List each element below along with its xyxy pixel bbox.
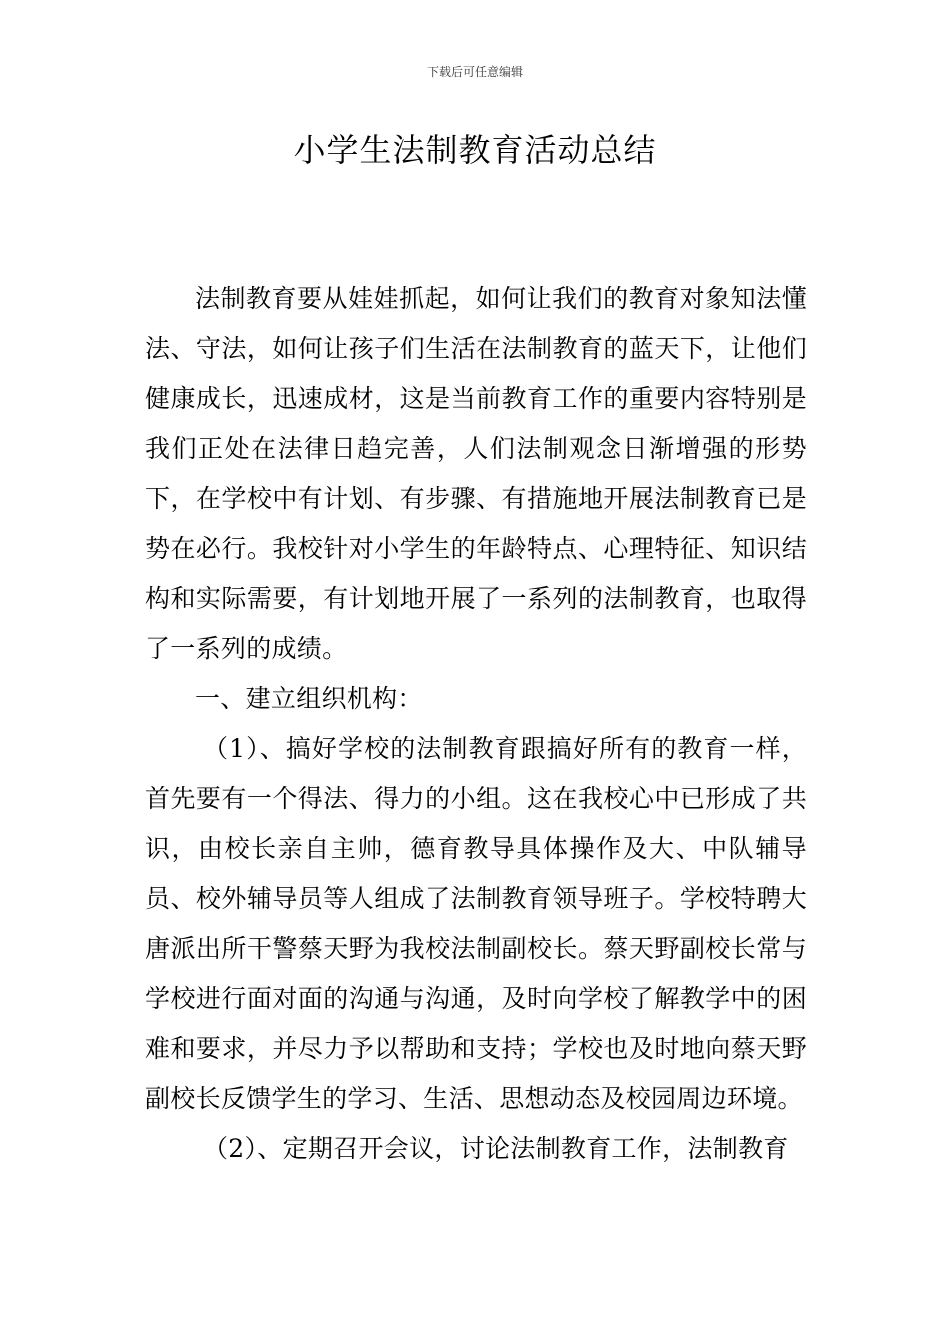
header-note: 下载后可任意编辑 — [426, 65, 523, 79]
subsection-paragraph-1: （1）、搞好学校的法制教育跟搞好所有的教育一样，首先要有一个得法、得力的小组。这在我校心中已形成了共识，由校长亲自主帅，德育教导具体操作及大、中队辅导员、校外辅导员等人组成了法制教育领导班子。学校特聘大唐派出所干警蔡天野为我校法制副校长。蔡天野副校长常与学校进行面对面的沟通与沟通，及时向学校了解教学中的困难和要求，并尽力予以帮助和支持；学校也及时地向蔡天野副校长反馈学生的学习、生活、思想动态及校园周边环境。 — [145, 734, 807, 1113]
document-title: 小学生法制教育活动总结 — [293, 131, 657, 169]
subsection-paragraph-2: （2）、定期召开会议，讨论法制教育工作，法制教育 — [203, 1134, 789, 1163]
intro-paragraph: 法制教育要从娃娃抓起，如何让我们的教育对象知法懂法、守法，如何让孩子们生活在法制教育的蓝天下，让他们健康成长，迅速成材，这是当前教育工作的重要内容特别是我们正处在法律日趋完善，人们法制观念日渐增强的形势下，在学校中有计划、有步骤、有措施地开展法制教育已是势在必行。我校针对小学生的年龄特点、心理特征、知识结构和实际需要，有计划地开展了一系列的法制教育，也取得了一系列的成绩。 — [145, 284, 807, 663]
section-heading: 一、建立组织机构： — [195, 684, 423, 713]
document-body — [145, 274, 807, 1174]
